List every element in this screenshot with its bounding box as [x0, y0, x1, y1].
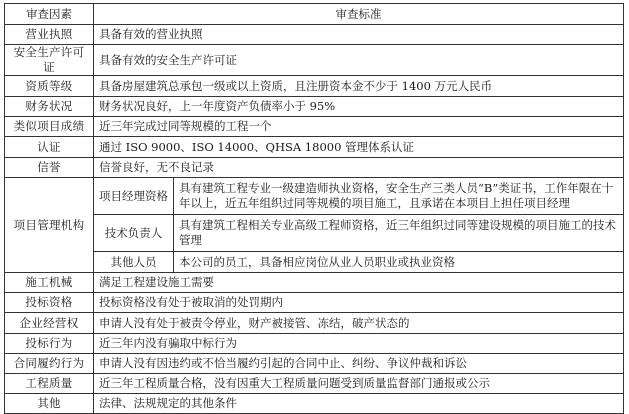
table-row	[5, 137, 624, 158]
row-factor: 安全生产许可证	[5, 45, 94, 76]
row-factor: 信誉	[5, 158, 94, 178]
row-factor: 营业执照	[5, 25, 94, 45]
row-factor: 企业经营权	[5, 313, 94, 334]
row-factor: 资质等级	[5, 76, 94, 97]
row-standard: 申请人没有因违约或不恰当履约引起的合同中止、纠纷、争议仲裁和诉讼	[94, 354, 624, 374]
row-standard: 投标资格没有处于被取消的处罚期内	[94, 293, 624, 313]
row-standard: 具备有效的营业执照	[94, 25, 624, 45]
row-standard: 具备房屋建筑总承包一级或以上资质，且注册资本金不少于 1400 万元人民币	[94, 76, 624, 97]
row-standard: 申请人没有处于被责令停业，财产被接管、冻结，破产状态的	[94, 313, 624, 334]
row-factor: 工程质量	[5, 374, 94, 394]
row-standard: 满足工程建设施工需要	[94, 273, 624, 293]
table-row	[5, 158, 624, 178]
technical-lead-standard: 具有建筑工程相关专业高级工程师资格，近三年组织过同等建设规模的项目施工的技术管理	[174, 215, 624, 252]
table-row	[5, 354, 624, 374]
project-org-row	[5, 178, 624, 215]
table-row	[5, 273, 624, 293]
row-standard: 近三年工程质量合格，没有因重大工程质量问题受到质量监督部门通报或公示	[94, 374, 624, 394]
qualification-review-table	[4, 3, 624, 414]
row-factor: 财务状况	[5, 97, 94, 117]
row-factor: 投标资格	[5, 293, 94, 313]
project-org-row	[5, 252, 624, 273]
row-factor: 认证	[5, 137, 94, 158]
table-row	[5, 313, 624, 334]
header-row	[5, 4, 624, 25]
row-factor: 其他	[5, 394, 94, 414]
row-factor: 施工机械	[5, 273, 94, 293]
row-standard: 近三年内没有骗取中标行为	[94, 334, 624, 354]
table-row	[5, 374, 624, 394]
project-manager-standard: 具有建筑工程专业一级建造师执业资格，安全生产三类人员“B”类证书，工作年限在十年以上，近五年组织过同等规模的项目施工，且承诺在本项目上担任项目经理	[174, 178, 624, 215]
project-org-factor: 项目管理机构	[5, 178, 94, 273]
row-factor: 类似项目成绩	[5, 117, 94, 137]
other-staff-standard: 本公司的员工，具备相应岗位从业人员职业或执业资格	[174, 252, 624, 273]
project-org-row	[5, 215, 624, 252]
table-row	[5, 45, 624, 76]
row-standard: 财务状况良好，上一年度资产负债率小于 95%	[94, 97, 624, 117]
other-staff-role: 其他人员	[94, 252, 174, 273]
table-row	[5, 394, 624, 414]
table-row	[5, 293, 624, 313]
row-standard: 具备有效的安全生产许可证	[94, 45, 624, 76]
table-row	[5, 97, 624, 117]
table-row	[5, 334, 624, 354]
table-row	[5, 76, 624, 97]
header-standard: 审查标准	[94, 4, 624, 25]
table-row	[5, 25, 624, 45]
row-standard: 近三年完成过同等规模的工程一个	[94, 117, 624, 137]
header-factor: 审查因素	[5, 4, 94, 25]
technical-lead-role: 技术负责人	[94, 215, 174, 252]
project-manager-role: 项目经理资格	[94, 178, 174, 215]
row-standard: 法律、法规规定的其他条件	[94, 394, 624, 414]
row-standard: 信誉良好，无不良记录	[94, 158, 624, 178]
row-standard: 通过 ISO 9000、ISO 14000、QHSA 18000 管理体系认证	[94, 137, 624, 158]
table-row	[5, 117, 624, 137]
row-factor: 投标行为	[5, 334, 94, 354]
row-factor: 合同履约行为	[5, 354, 94, 374]
